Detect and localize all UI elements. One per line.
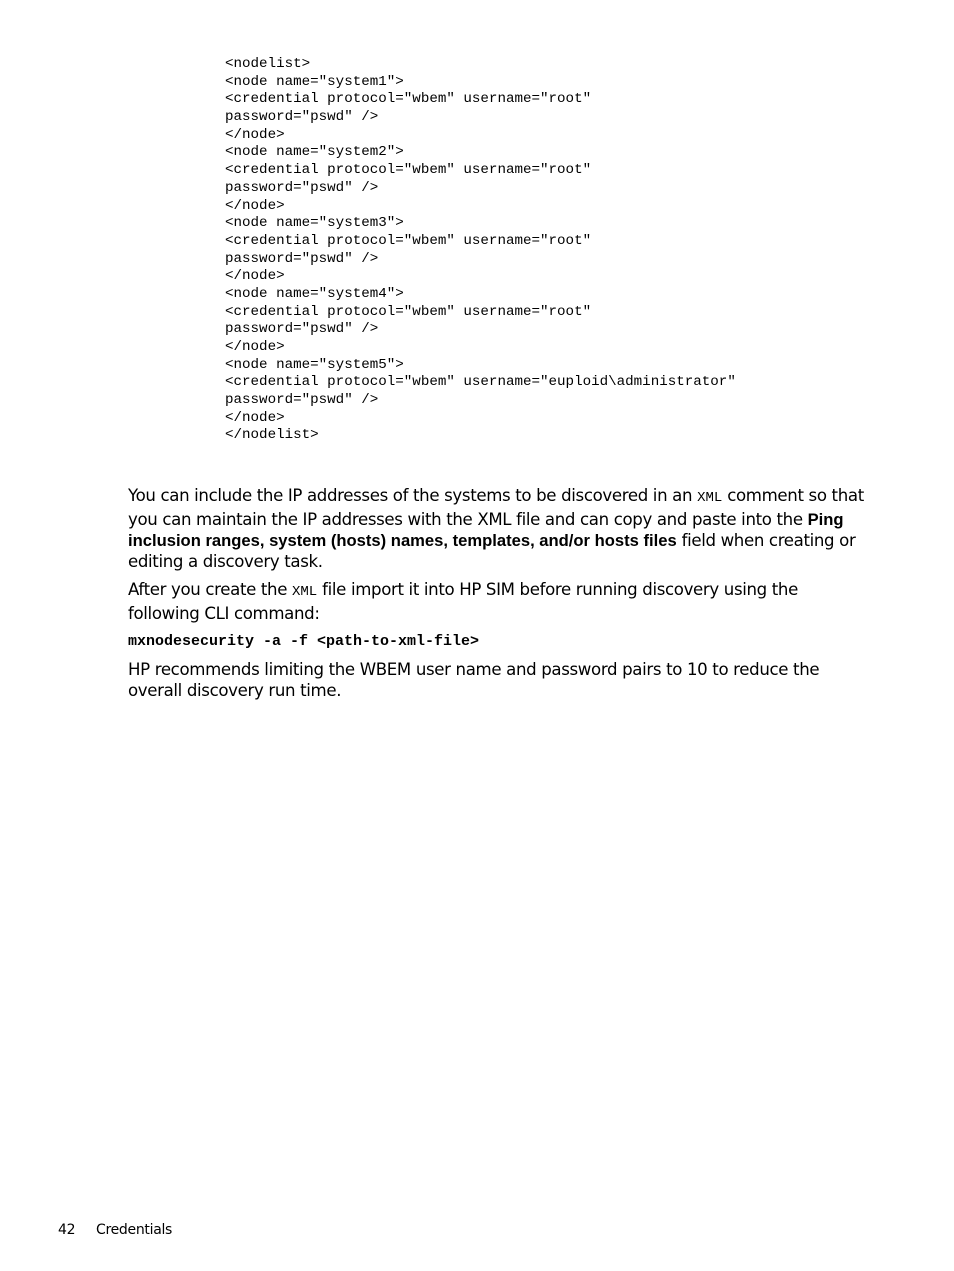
code-line: password="pswd" /> xyxy=(225,392,379,409)
code-line: <credential protocol="wbem" username="root" xyxy=(225,91,592,108)
code-line: <credential protocol="wbem" username="root" xyxy=(225,303,592,320)
cli-command: mxnodesecurity -a -f <path-to-xml-file> xyxy=(128,633,480,650)
code-line: <credential protocol="wbem" username="root" xyxy=(225,232,592,249)
inline-code: XML xyxy=(697,490,723,506)
page-footer xyxy=(58,1222,172,1238)
code-line: </node> xyxy=(225,268,285,285)
section-title: Credentials xyxy=(96,1222,173,1238)
code-line: password="pswd" /> xyxy=(225,109,379,126)
para-text: After you create the xyxy=(128,580,292,599)
body-text xyxy=(128,485,868,708)
paragraph-xml-comment xyxy=(128,485,868,572)
code-line: </node> xyxy=(225,339,285,355)
field-name-bold: Ping inclusion ranges, system (hosts) names, templates, and/or hosts files xyxy=(128,510,844,550)
code-line: <node name="system1"> xyxy=(225,73,404,90)
code-line: password="pswd" /> xyxy=(225,321,379,338)
code-line: </node> xyxy=(225,197,285,214)
code-line: </nodelist> xyxy=(225,427,319,444)
para-text: You can include the IP addresses of the systems to be discovered in an xyxy=(128,486,698,505)
page-number: 42 xyxy=(58,1222,76,1238)
code-line: <credential protocol="wbem" username="euploid\administrator" xyxy=(225,374,736,391)
code-line: <node name="system4"> xyxy=(225,285,404,302)
para-text: comment so that you can maintain the IP addresses with the XML file and can copy and paste into the xyxy=(128,486,864,529)
code-line: </node> xyxy=(225,409,285,426)
paragraph-import xyxy=(128,579,868,624)
paragraph-recommendation: HP recommends limiting the WBEM user name and password pairs to 10 to reduce the overall discovery run time. xyxy=(128,660,820,700)
code-line: <nodelist> xyxy=(225,56,311,72)
para-text: field when creating or editing a discovery task. xyxy=(128,531,856,571)
xml-code-block xyxy=(225,56,736,445)
code-line: <node name="system2"> xyxy=(225,144,404,161)
code-line: password="pswd" /> xyxy=(225,179,379,196)
inline-code: XML xyxy=(292,584,318,600)
code-line: <node name="system5"> xyxy=(225,356,404,373)
code-line: </node> xyxy=(225,126,285,143)
para-text: file import it into HP SIM before running discovery using the following CLI command: xyxy=(128,580,798,623)
code-line: <credential protocol="wbem" username="root" xyxy=(225,162,592,179)
code-line: <node name="system3"> xyxy=(225,215,404,232)
code-line: password="pswd" /> xyxy=(225,250,379,267)
